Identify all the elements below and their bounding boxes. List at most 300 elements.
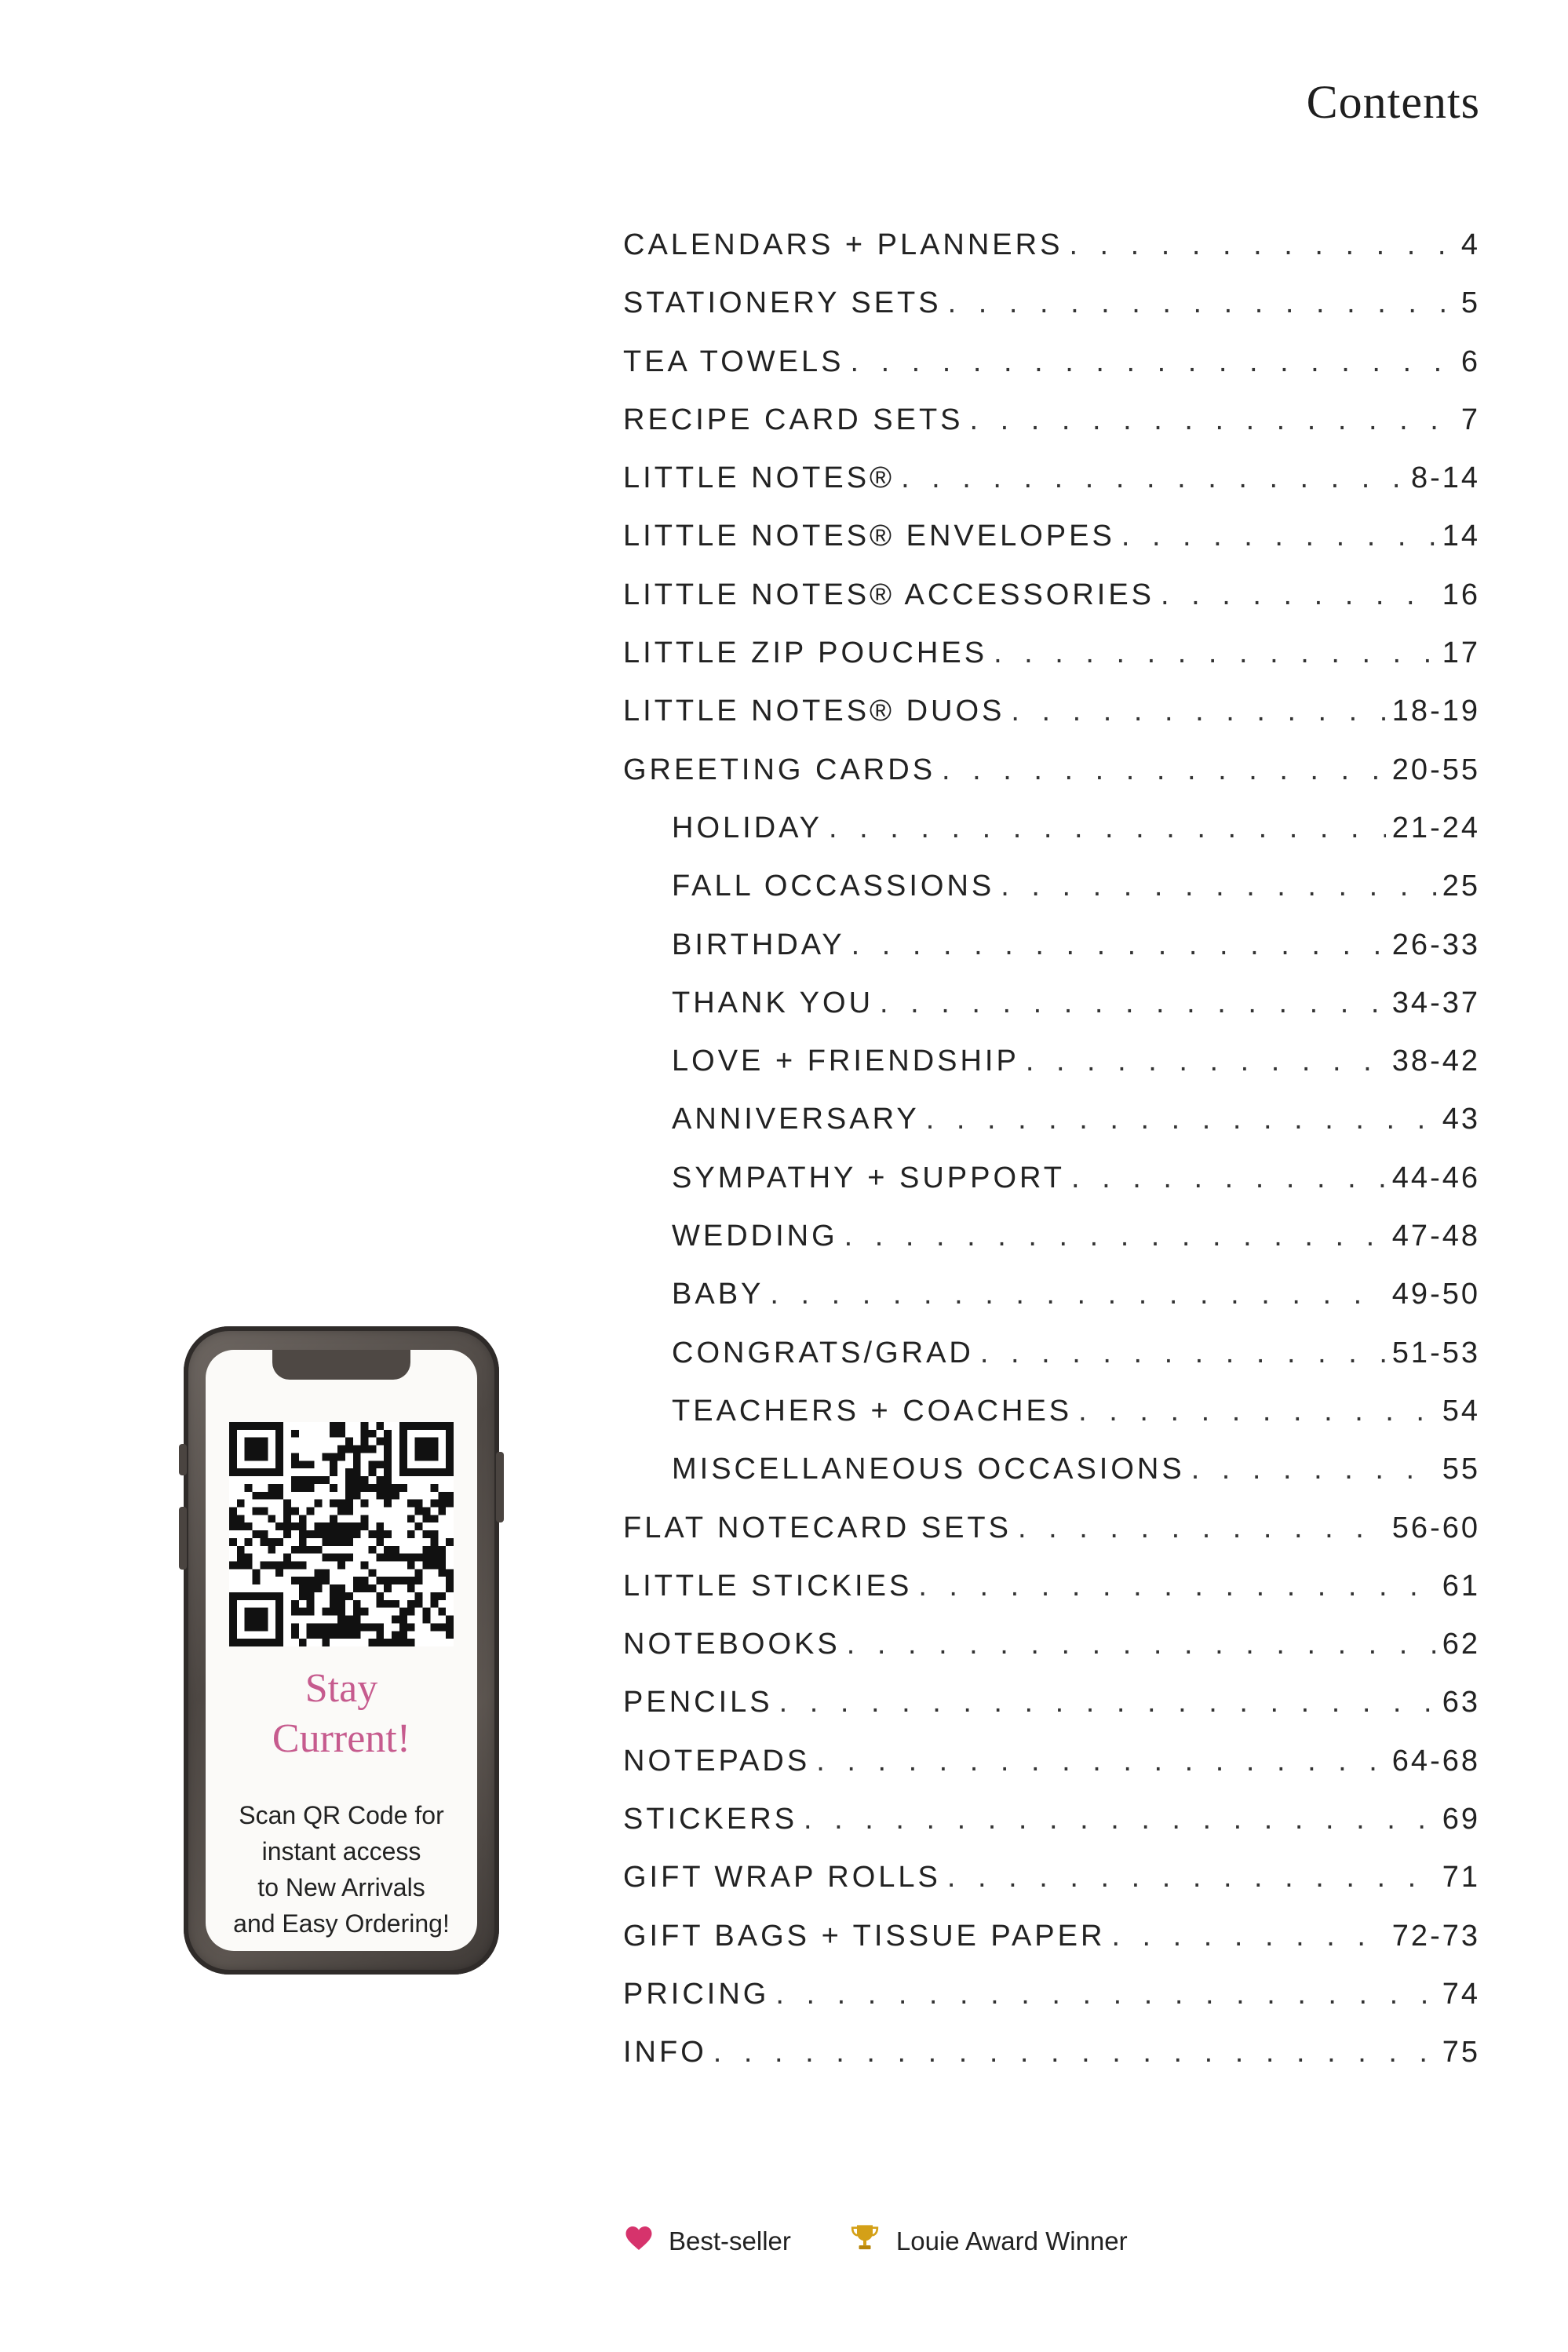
qr-module: [361, 1608, 369, 1616]
qr-module: [275, 1639, 283, 1646]
toc-entry[interactable]: [623, 461, 1480, 520]
qr-module: [415, 1600, 423, 1608]
qr-module: [430, 1554, 438, 1562]
toc-leader-dots: [816, 1745, 1386, 1778]
qr-module: [392, 1577, 399, 1584]
qr-module: [322, 1569, 330, 1577]
qr-module: [245, 1608, 253, 1616]
qr-module: [407, 1623, 415, 1631]
qr-module: [376, 1476, 384, 1484]
toc-entry[interactable]: [623, 1686, 1480, 1744]
toc-entry[interactable]: [623, 1336, 1480, 1395]
toc-entry-label: MISCELLANEOUS OCCASIONS: [672, 1453, 1185, 1486]
qr-module: [291, 1430, 299, 1438]
qr-module: [260, 1492, 268, 1500]
qr-module: [229, 1631, 237, 1639]
qr-module: [314, 1522, 322, 1530]
toc-entry[interactable]: [623, 753, 1480, 811]
qr-module: [299, 1522, 307, 1530]
qr-module: [353, 1476, 361, 1484]
qr-module: [376, 1639, 384, 1646]
qr-module: [268, 1515, 275, 1522]
toc-entry-page: 43: [1442, 1103, 1480, 1136]
qr-module: [229, 1468, 237, 1476]
qr-module: [322, 1453, 330, 1460]
qr-module: [399, 1460, 407, 1468]
toc-entry[interactable]: [623, 1220, 1480, 1278]
qr-module: [423, 1453, 431, 1460]
qr-module: [446, 1569, 454, 1577]
toc-entry-page: 16: [1442, 578, 1480, 611]
qr-module: [337, 1538, 345, 1546]
qr-module: [337, 1507, 345, 1515]
qr-module: [330, 1522, 337, 1530]
qr-module: [283, 1554, 291, 1562]
toc-entry[interactable]: [623, 578, 1480, 636]
qr-module: [337, 1422, 345, 1430]
qr-module: [330, 1592, 337, 1600]
toc-entry-page: 25: [1442, 870, 1480, 903]
toc-entry[interactable]: [623, 403, 1480, 461]
toc-entry-label: CONGRATS/GRAD: [672, 1336, 974, 1369]
qr-module: [322, 1522, 330, 1530]
toc-entry-label: THANK YOU: [672, 986, 874, 1019]
phone-side-button: [179, 1507, 187, 1570]
qr-module: [253, 1623, 261, 1631]
promo-body-line1: Scan QR Code for: [239, 1801, 444, 1829]
qr-module: [330, 1422, 337, 1430]
qr-module: [399, 1446, 407, 1453]
qr-module: [268, 1484, 275, 1492]
qr-module: [291, 1476, 299, 1484]
qr-module: [330, 1530, 337, 1538]
promo-body: [213, 1797, 469, 1942]
qr-module: [245, 1639, 253, 1646]
qr-module: [268, 1468, 275, 1476]
toc-entry[interactable]: [623, 228, 1480, 286]
qr-module: [361, 1584, 369, 1592]
qr-module: [275, 1608, 283, 1616]
toc-entry[interactable]: [623, 1861, 1480, 1919]
toc-leader-dots: [942, 753, 1386, 787]
qr-module: [438, 1608, 446, 1616]
toc-entry-label: LITTLE NOTES®: [623, 461, 895, 495]
qr-module: [253, 1592, 261, 1600]
qr-module: [407, 1639, 415, 1646]
qr-module: [330, 1554, 337, 1562]
qr-module: [353, 1468, 361, 1476]
qr-module: [229, 1608, 237, 1616]
legend-award-label: Louie Award Winner: [895, 2226, 1128, 2255]
qr-module: [253, 1492, 261, 1500]
qr-module: [337, 1592, 345, 1600]
toc-entry-page: 14: [1442, 520, 1480, 553]
qr-module: [438, 1468, 446, 1476]
toc-entry[interactable]: [623, 286, 1480, 345]
toc-entry[interactable]: [623, 1920, 1480, 1978]
promo-body-line2: instant access: [261, 1837, 421, 1865]
toc-leader-dots: [847, 1628, 1436, 1661]
qr-module: [253, 1453, 261, 1460]
toc-entry[interactable]: [623, 928, 1480, 986]
qr-module: [423, 1608, 431, 1616]
toc-entry[interactable]: [623, 345, 1480, 403]
qr-module: [376, 1600, 384, 1608]
qr-module: [353, 1623, 361, 1631]
toc-entry[interactable]: [623, 870, 1480, 928]
qr-module: [275, 1631, 283, 1639]
toc-entry-label: NOTEPADS: [623, 1744, 811, 1778]
qr-module: [423, 1562, 431, 1570]
qr-module: [330, 1430, 337, 1438]
qr-module: [237, 1522, 245, 1530]
qr-module: [245, 1468, 253, 1476]
toc-entry[interactable]: [623, 1570, 1480, 1628]
toc-entry-label: RECIPE CARD SETS: [623, 403, 964, 436]
qr-module: [291, 1507, 299, 1515]
toc-entry[interactable]: [623, 1803, 1480, 1861]
phone-side-button: [496, 1452, 504, 1522]
qr-module: [229, 1438, 237, 1446]
qr-module: [291, 1522, 299, 1530]
toc-entry-page: 49-50: [1391, 1278, 1480, 1311]
qr-module: [245, 1522, 253, 1530]
qr-module: [384, 1430, 392, 1438]
qr-module: [275, 1460, 283, 1468]
qr-module: [307, 1584, 315, 1592]
qr-module: [423, 1438, 431, 1446]
qr-module: [260, 1446, 268, 1453]
toc-leader-dots: [1026, 1045, 1386, 1078]
qr-module: [245, 1438, 253, 1446]
qr-module: [415, 1446, 423, 1453]
qr-module: [291, 1562, 299, 1570]
qr-module: [229, 1515, 237, 1522]
qr-module: [446, 1460, 454, 1468]
toc-entry-label: ANNIVERSARY: [672, 1103, 920, 1136]
phone-notch: [272, 1350, 410, 1380]
qr-module: [299, 1476, 307, 1484]
toc-entry[interactable]: [623, 695, 1480, 753]
qr-module: [353, 1608, 361, 1616]
qr-module: [307, 1577, 315, 1584]
qr-module: [361, 1577, 369, 1584]
toc-entry-page: 61: [1442, 1569, 1480, 1603]
toc-entry[interactable]: [623, 1045, 1480, 1103]
qr-module: [337, 1522, 345, 1530]
qr-module: [337, 1430, 345, 1438]
qr-module: [237, 1500, 245, 1508]
toc-leader-dots: [1191, 1453, 1436, 1486]
toc-leader-dots: [970, 403, 1455, 437]
qr-module: [430, 1600, 438, 1608]
qr-module: [399, 1430, 407, 1438]
qr-module: [314, 1577, 322, 1584]
qr-module: [307, 1592, 315, 1600]
toc-entry-label: SYMPATHY + SUPPORT: [672, 1161, 1066, 1194]
qr-module: [260, 1453, 268, 1460]
qr-module: [415, 1438, 423, 1446]
qr-module: [376, 1592, 384, 1600]
qr-module: [330, 1500, 337, 1508]
qr-module: [299, 1515, 307, 1522]
qr-module: [430, 1453, 438, 1460]
toc-entry[interactable]: [623, 1161, 1480, 1220]
toc-entry[interactable]: [623, 1628, 1480, 1686]
qr-module: [415, 1468, 423, 1476]
qr-module: [229, 1430, 237, 1438]
toc-entry[interactable]: [623, 520, 1480, 578]
qr-module: [384, 1446, 392, 1453]
toc-entry-label: LITTLE NOTES® ENVELOPES: [623, 520, 1115, 553]
qr-module: [407, 1584, 415, 1592]
toc-entry-page: 6: [1460, 345, 1480, 378]
qr-module: [415, 1569, 423, 1577]
toc-entry-page: 63: [1442, 1686, 1480, 1719]
toc-entry-label: STICKERS: [623, 1803, 798, 1836]
qr-module: [392, 1492, 399, 1500]
qr-module: [307, 1608, 315, 1616]
qr-module: [369, 1569, 377, 1577]
qr-module: [253, 1507, 261, 1515]
qr-module: [268, 1422, 275, 1430]
qr-module: [423, 1446, 431, 1453]
qr-module: [253, 1639, 261, 1646]
qr-module: [438, 1492, 446, 1500]
qr-module: [446, 1577, 454, 1584]
qr-module: [337, 1562, 345, 1570]
qr-module: [268, 1592, 275, 1600]
qr-module: [291, 1623, 299, 1631]
toc-leader-dots: [926, 1103, 1436, 1136]
qr-module: [353, 1584, 361, 1592]
qr-module: [245, 1538, 253, 1546]
toc-leader-dots: [880, 986, 1386, 1020]
qr-module: [314, 1569, 322, 1577]
toc-entry-page: 38-42: [1391, 1045, 1480, 1078]
qr-module: [376, 1492, 384, 1500]
qr-module: [369, 1623, 377, 1631]
qr-module: [430, 1592, 438, 1600]
qr-module: [291, 1460, 299, 1468]
qr-module: [353, 1484, 361, 1492]
qr-module: [438, 1562, 446, 1570]
qr-module: [275, 1430, 283, 1438]
qr-module: [415, 1507, 423, 1515]
page-title: Contents: [1306, 76, 1480, 128]
toc-entry[interactable]: [623, 636, 1480, 695]
qr-module: [415, 1522, 423, 1530]
qr-module: [283, 1500, 291, 1508]
table-of-contents: [623, 228, 1480, 2095]
qr-module: [361, 1562, 369, 1570]
qr-module: [330, 1515, 337, 1522]
toc-leader-dots: [1018, 1511, 1386, 1545]
qr-module: [361, 1500, 369, 1508]
qr-module: [229, 1592, 237, 1600]
qr-module: [283, 1530, 291, 1538]
qr-module: [299, 1530, 307, 1538]
qr-module: [392, 1616, 399, 1624]
qr-module: [353, 1600, 361, 1608]
qr-module: [337, 1608, 345, 1616]
qr-module: [291, 1546, 299, 1554]
toc-entry[interactable]: [623, 1278, 1480, 1336]
qr-module: [446, 1623, 454, 1631]
qr-module: [384, 1554, 392, 1562]
toc-entry-label: LITTLE ZIP POUCHES: [623, 636, 988, 670]
qr-module: [229, 1446, 237, 1453]
qr-module: [299, 1577, 307, 1584]
qr-code-icon[interactable]: [229, 1422, 454, 1646]
qr-module: [229, 1562, 237, 1570]
qr-module: [446, 1453, 454, 1460]
qr-module: [423, 1422, 431, 1430]
toc-leader-dots: [1069, 228, 1454, 262]
toc-leader-dots: [1001, 870, 1435, 903]
qr-module: [275, 1538, 283, 1546]
toc-entry[interactable]: [623, 1745, 1480, 1803]
toc-entry-label: NOTEBOOKS: [623, 1628, 841, 1661]
toc-leader-dots: [770, 1278, 1385, 1311]
qr-module: [438, 1569, 446, 1577]
qr-module: [330, 1460, 337, 1468]
toc-entry-page: 34-37: [1391, 986, 1480, 1019]
qr-module: [307, 1546, 315, 1554]
qr-module: [376, 1522, 384, 1530]
qr-module: [275, 1616, 283, 1624]
qr-module: [299, 1608, 307, 1616]
qr-module: [369, 1460, 377, 1468]
toc-entry[interactable]: [623, 1978, 1480, 2036]
qr-module: [345, 1522, 353, 1530]
toc-entry-page: 64-68: [1391, 1744, 1480, 1778]
qr-module: [423, 1507, 431, 1515]
toc-entry-label: BIRTHDAY: [672, 928, 845, 961]
qr-module: [399, 1577, 407, 1584]
toc-entry-label: BABY: [672, 1278, 764, 1311]
qr-module: [260, 1468, 268, 1476]
qr-module: [423, 1515, 431, 1522]
heart-icon: [625, 2225, 653, 2258]
qr-module: [330, 1468, 337, 1476]
toc-entry[interactable]: [623, 811, 1480, 870]
qr-module: [446, 1616, 454, 1624]
toc-entry-page: 75: [1442, 2036, 1480, 2069]
qr-module: [399, 1608, 407, 1616]
qr-module: [345, 1592, 353, 1600]
qr-module: [337, 1584, 345, 1592]
qr-module: [322, 1631, 330, 1639]
qr-module: [275, 1492, 283, 1500]
qr-module: [369, 1639, 377, 1646]
qr-module: [322, 1476, 330, 1484]
toc-entry[interactable]: [623, 1511, 1480, 1570]
qr-module: [415, 1554, 423, 1562]
qr-module: [268, 1639, 275, 1646]
qr-module: [229, 1623, 237, 1631]
qr-module: [376, 1438, 384, 1446]
qr-module: [376, 1631, 384, 1639]
qr-module: [407, 1554, 415, 1562]
qr-module: [314, 1623, 322, 1631]
toc-leader-dots: [1161, 578, 1436, 612]
qr-module: [299, 1460, 307, 1468]
qr-module: [376, 1530, 384, 1538]
qr-module: [275, 1562, 283, 1570]
qr-module: [283, 1562, 291, 1570]
toc-leader-dots: [901, 461, 1405, 495]
toc-entry-label: PENCILS: [623, 1686, 773, 1719]
qr-module: [446, 1500, 454, 1508]
qr-module: [384, 1468, 392, 1476]
qr-module: [330, 1538, 337, 1546]
qr-module: [291, 1453, 299, 1460]
qr-module: [283, 1515, 291, 1522]
qr-module: [384, 1546, 392, 1554]
qr-module: [337, 1530, 345, 1538]
toc-entry[interactable]: [623, 1103, 1480, 1161]
toc-entry-label: LITTLE NOTES® DUOS: [623, 695, 1005, 728]
qr-module: [446, 1446, 454, 1453]
toc-entry-label: STATIONERY SETS: [623, 286, 942, 320]
toc-entry-page: 21-24: [1391, 811, 1480, 844]
qr-module: [438, 1554, 446, 1562]
qr-module: [307, 1623, 315, 1631]
toc-entry-page: 72-73: [1391, 1919, 1480, 1953]
qr-module: [438, 1546, 446, 1554]
qr-module: [322, 1530, 330, 1538]
qr-module: [423, 1616, 431, 1624]
qr-module: [275, 1600, 283, 1608]
qr-module: [330, 1584, 337, 1592]
qr-module: [430, 1438, 438, 1446]
qr-module: [384, 1500, 392, 1508]
qr-module: [275, 1522, 283, 1530]
promo-headline-line1: Stay: [304, 1666, 378, 1711]
qr-module: [430, 1484, 438, 1492]
qr-module: [268, 1546, 275, 1554]
qr-module: [268, 1562, 275, 1570]
toc-leader-dots: [775, 1978, 1435, 2011]
toc-entry[interactable]: [623, 2036, 1480, 2094]
qr-module: [376, 1554, 384, 1562]
qr-module: [353, 1631, 361, 1639]
qr-module: [407, 1577, 415, 1584]
toc-entry-label: TEA TOWELS: [623, 345, 844, 378]
toc-entry-page: 47-48: [1391, 1220, 1480, 1253]
qr-module: [399, 1631, 407, 1639]
trophy-icon: [849, 2223, 881, 2260]
qr-module: [314, 1546, 322, 1554]
qr-module: [229, 1507, 237, 1515]
qr-module: [415, 1592, 423, 1600]
toc-leader-dots: [948, 286, 1455, 320]
toc-entry[interactable]: [623, 986, 1480, 1045]
toc-entry[interactable]: [623, 1395, 1480, 1453]
qr-module: [415, 1577, 423, 1584]
toc-leader-dots: [829, 811, 1386, 845]
qr-module: [253, 1446, 261, 1453]
qr-module: [399, 1422, 407, 1430]
qr-module: [376, 1577, 384, 1584]
toc-entry[interactable]: [623, 1453, 1480, 1511]
qr-module: [245, 1446, 253, 1453]
qr-module: [314, 1631, 322, 1639]
qr-module: [392, 1546, 399, 1554]
qr-module: [330, 1631, 337, 1639]
qr-module: [353, 1446, 361, 1453]
